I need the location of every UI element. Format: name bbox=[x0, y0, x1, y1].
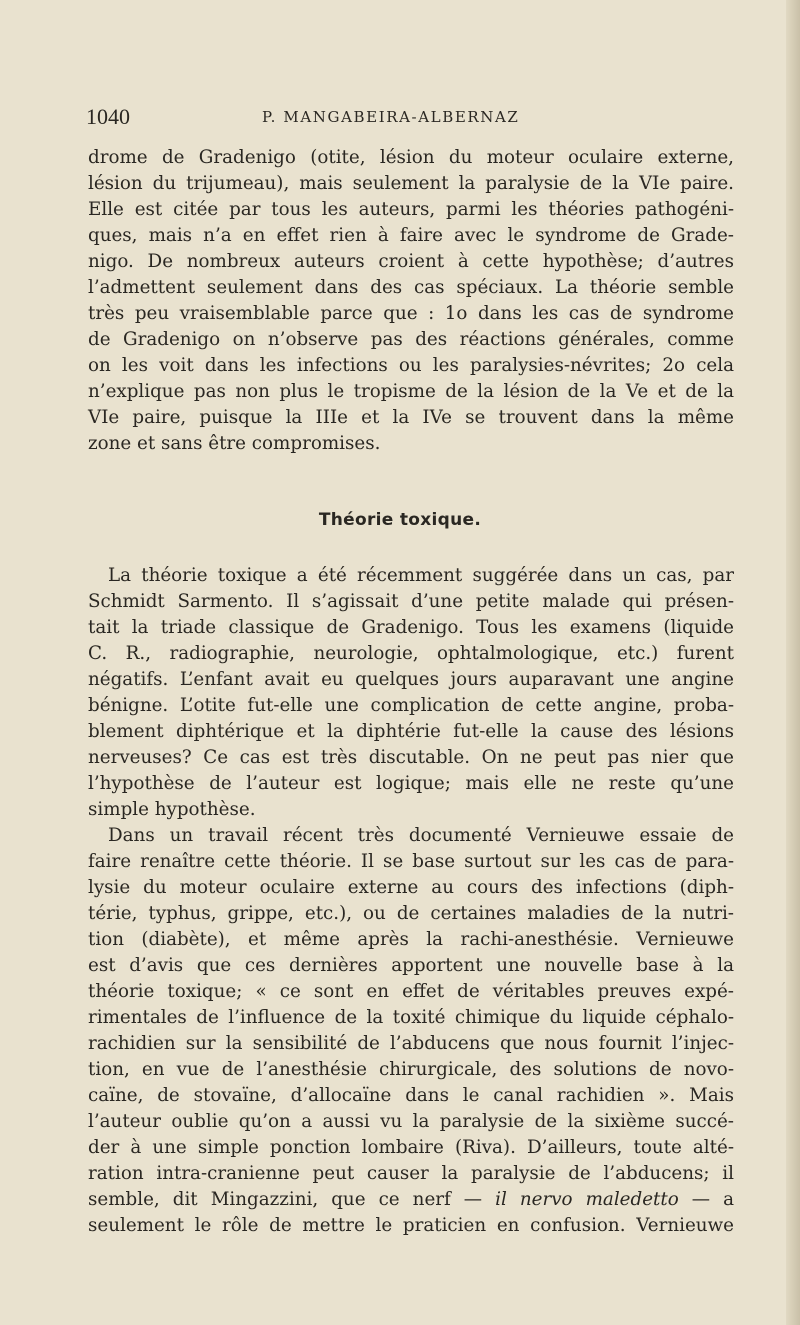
text-line: nerveuses? Ce cas est très discutable. On ne peut pas nier que bbox=[88, 747, 734, 768]
text-line: Dans un travail récent très documenté Vernieuwe essaie de bbox=[108, 825, 734, 846]
text-line: l’admettent seulement dans des cas spéciaux. La théorie semble bbox=[88, 277, 734, 298]
text-line: VIe paire, puisque la IIIe et la IVe se trouvent dans la même bbox=[88, 407, 734, 428]
text-line: térie, typhus, grippe, etc.), ou de certaines maladies de la nutri- bbox=[88, 903, 734, 924]
text-line: caïne, de stovaïne, d’allocaïne dans le canal rachidien ». Mais bbox=[88, 1085, 734, 1106]
text-line: est d’avis que ces dernières apportent une nouvelle base à la bbox=[88, 955, 734, 976]
text-line: l’hypothèse de l’auteur est logique; mais elle ne reste qu’une bbox=[88, 773, 734, 794]
text-line: théorie toxique; « ce sont en effet de véritables preuves expé- bbox=[88, 981, 734, 1002]
text-line: rimentales de l’influence de la toxité chimique du liquide céphalo- bbox=[88, 1007, 734, 1028]
text-line: tion (diabète), et même après la rachi-anesthésie. Vernieuwe bbox=[88, 929, 734, 950]
text-line: rachidien sur la sensibilité de l’abducens que nous fournit l’injec- bbox=[88, 1033, 734, 1054]
text-line: on les voit dans les infections ou les paralysies-névrites; 2o cela bbox=[88, 355, 734, 376]
running-head-author: P. MANGABEIRA-ALBERNAZ bbox=[262, 108, 520, 126]
section-heading: Théorie toxique. bbox=[318, 510, 482, 530]
text-line: La théorie toxique a été récemment suggérée dans un cas, par bbox=[108, 565, 734, 586]
text-line: tait la triade classique de Gradenigo. Tous les examens (liquide bbox=[88, 617, 734, 638]
text-line: n’explique pas non plus le tropisme de la lésion de la Ve et de la bbox=[88, 381, 734, 402]
text-line: l’auteur oublie qu’on a aussi vu la paralysie de la sixième succé- bbox=[88, 1111, 734, 1132]
text-line: bénigne. L’otite fut-elle une complication de cette angine, proba- bbox=[88, 695, 734, 716]
text-line: lysie du moteur oculaire externe au cours des infections (diph- bbox=[88, 877, 734, 898]
text-line: lésion du trijumeau), mais seulement la paralysie de la VIe paire. bbox=[88, 173, 734, 194]
text-line: faire renaître cette théorie. Il se base surtout sur les cas de para- bbox=[88, 851, 734, 872]
page-number: 1040 bbox=[86, 104, 130, 129]
text-line: ration intra-cranienne peut causer la paralysie de l’abducens; il bbox=[88, 1163, 734, 1184]
text-line: C. R., radiographie, neurologie, ophtalmologique, etc.) furent bbox=[88, 643, 734, 664]
text-line: ques, mais n’a en effet rien à faire avec le syndrome de Grade- bbox=[88, 225, 734, 246]
text-line: Elle est citée par tous les auteurs, parmi les théories pathogéni- bbox=[88, 199, 734, 220]
paragraph-block-1 bbox=[88, 145, 734, 457]
text-line: der à une simple ponction lombaire (Riva). D’ailleurs, toute alté- bbox=[88, 1137, 734, 1158]
text-line: nigo. De nombreux auteurs croient à cette hypothèse; d’autres bbox=[88, 251, 734, 272]
italic-quote: il nervo maledetto bbox=[495, 1189, 679, 1210]
paragraph-block-2 bbox=[88, 563, 734, 1239]
text-line bbox=[88, 1187, 734, 1213]
text-line: zone et sans être compromises. bbox=[88, 433, 381, 454]
text-line: drome de Gradenigo (otite, lésion du moteur oculaire externe, bbox=[88, 147, 734, 168]
text-line: très peu vraisemblable parce que : 1o dans les cas de syndrome bbox=[88, 303, 734, 324]
text-line: Schmidt Sarmento. Il s’agissait d’une petite malade qui présen- bbox=[88, 591, 734, 612]
text-segment: semble, dit Mingazzini, que ce nerf — bbox=[88, 1189, 483, 1210]
text-line: seulement le rôle de mettre le praticien en confusion. Vernieuwe bbox=[88, 1215, 734, 1236]
text-segment: — a bbox=[691, 1189, 734, 1210]
text-line: de Gradenigo on n’observe pas des réactions générales, comme bbox=[88, 329, 734, 350]
text-line: blement diphtérique et la diphtérie fut-elle la cause des lésions bbox=[88, 721, 734, 742]
text-line: négatifs. L’enfant avait eu quelques jours auparavant une angine bbox=[88, 669, 734, 690]
text-line: tion, en vue de l’anesthésie chirurgicale, des solutions de novo- bbox=[88, 1059, 734, 1080]
text-line: simple hypothèse. bbox=[88, 799, 256, 820]
page-edge-shadow bbox=[786, 0, 800, 1325]
running-head bbox=[86, 104, 732, 132]
